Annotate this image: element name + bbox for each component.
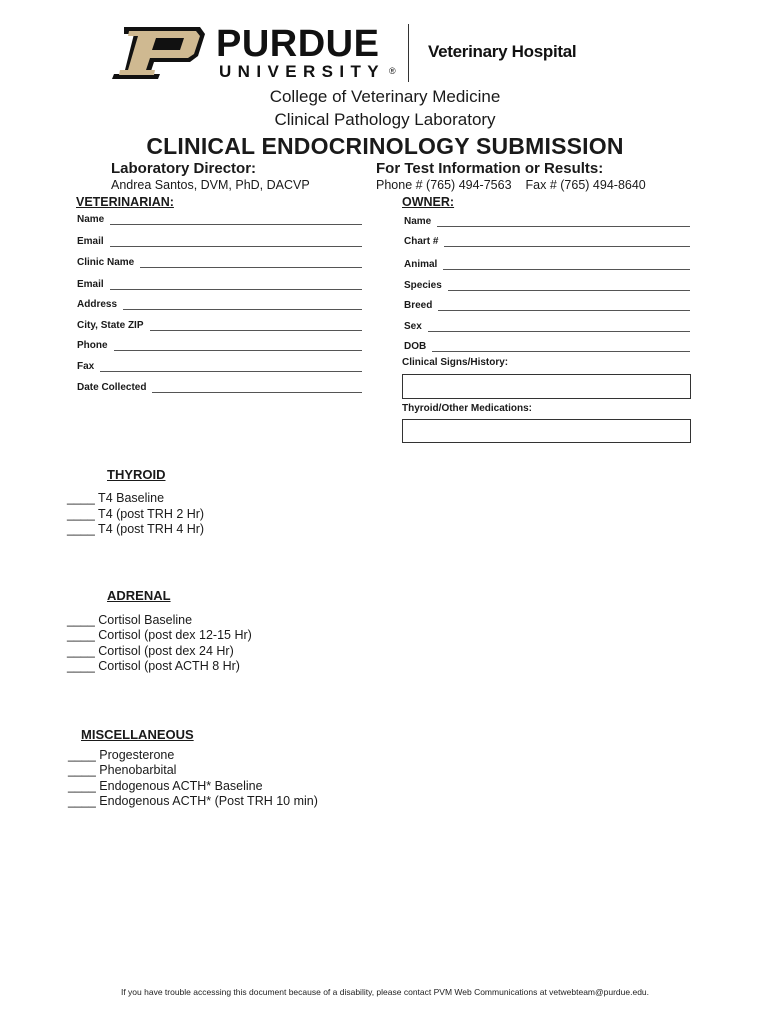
vet-email-field[interactable]: Email <box>77 236 362 247</box>
owner-sex-field[interactable]: Sex <box>404 321 690 332</box>
thyroid-heading: THYROID <box>107 467 166 482</box>
test-cortisol-dex-24[interactable]: ____ Cortisol (post dex 24 Hr) <box>67 644 234 658</box>
owner-name-field[interactable]: Name <box>404 216 690 227</box>
page-title: CLINICAL ENDOCRINOLOGY SUBMISSION <box>146 133 624 159</box>
vet-city-field[interactable]: City, State ZIP <box>77 320 362 331</box>
test-t4-trh-4hr[interactable]: ____ T4 (post TRH 4 Hr) <box>67 522 205 536</box>
medications-label: Thyroid/Other Medications: <box>402 403 533 414</box>
contact-phone: Phone # (765) 494-7563 <box>376 178 512 192</box>
contact-fax: Fax # (765) 494-8640 <box>525 178 646 192</box>
accessibility-footer: If you have trouble accessing this document because of a disability, please contact PVM Web Communications at vetwebteam@purdue.edu. <box>120 987 650 997</box>
owner-species-field[interactable]: Species <box>404 280 690 291</box>
owner-heading: OWNER: <box>402 195 455 209</box>
director-name: Andrea Santos, DVM, PhD, DACVP <box>111 178 310 192</box>
veterinarian-heading: VETERINARIAN: <box>76 195 174 209</box>
test-progesterone[interactable]: ____ Progesterone <box>68 748 175 762</box>
test-cortisol-acth-8[interactable]: ____ Cortisol (post ACTH 8 Hr) <box>67 659 240 673</box>
vet-date-collected-field[interactable]: Date Collected <box>77 382 362 393</box>
brand-sub: UNIVERSITY <box>219 62 386 81</box>
brand-divider <box>408 24 409 82</box>
test-t4-trh-2hr[interactable]: ____ T4 (post TRH 2 Hr) <box>67 507 205 521</box>
test-acth-baseline[interactable]: ____ Endogenous ACTH* Baseline <box>68 779 263 793</box>
lab-name: Clinical Pathology Laboratory <box>274 110 496 129</box>
unit-name: Veterinary Hospital <box>428 42 577 61</box>
owner-chart-field[interactable]: Chart # <box>404 236 690 247</box>
vet-name-field[interactable]: Name <box>77 214 362 225</box>
misc-heading: MISCELLANEOUS <box>81 727 194 742</box>
owner-animal-field[interactable]: Animal <box>404 259 690 270</box>
clinical-signs-label: Clinical Signs/History: <box>402 357 509 368</box>
director-heading: Laboratory Director: <box>111 160 257 177</box>
vet-address-field[interactable]: Address <box>77 299 362 310</box>
purdue-p-logo-icon <box>110 26 206 80</box>
college-name: College of Veterinary Medicine <box>269 87 501 106</box>
test-acth-post-trh[interactable]: ____ Endogenous ACTH* (Post TRH 10 min) <box>68 794 318 808</box>
test-phenobarbital[interactable]: ____ Phenobarbital <box>68 763 177 777</box>
owner-breed-field[interactable]: Breed <box>404 300 690 311</box>
contact-heading: For Test Information or Results: <box>376 160 604 177</box>
adrenal-heading: ADRENAL <box>107 588 171 603</box>
test-t4-baseline[interactable]: ____ T4 Baseline <box>67 491 165 505</box>
vet-phone-field[interactable]: Phone <box>77 340 362 351</box>
contact-numbers <box>376 178 646 192</box>
test-cortisol-dex-12-15[interactable]: ____ Cortisol (post dex 12-15 Hr) <box>67 628 252 642</box>
registered-mark: ® <box>389 66 396 76</box>
vet-email2-field[interactable]: Email <box>77 279 362 290</box>
vet-clinic-field[interactable]: Clinic Name <box>77 257 362 268</box>
brand-name: PURDUE <box>216 23 380 65</box>
vet-fax-field[interactable]: Fax <box>77 361 362 372</box>
clinical-signs-input[interactable] <box>402 374 691 399</box>
test-cortisol-baseline[interactable]: ____ Cortisol Baseline <box>67 613 193 627</box>
owner-dob-field[interactable]: DOB <box>404 341 690 352</box>
medications-input[interactable] <box>402 419 691 443</box>
